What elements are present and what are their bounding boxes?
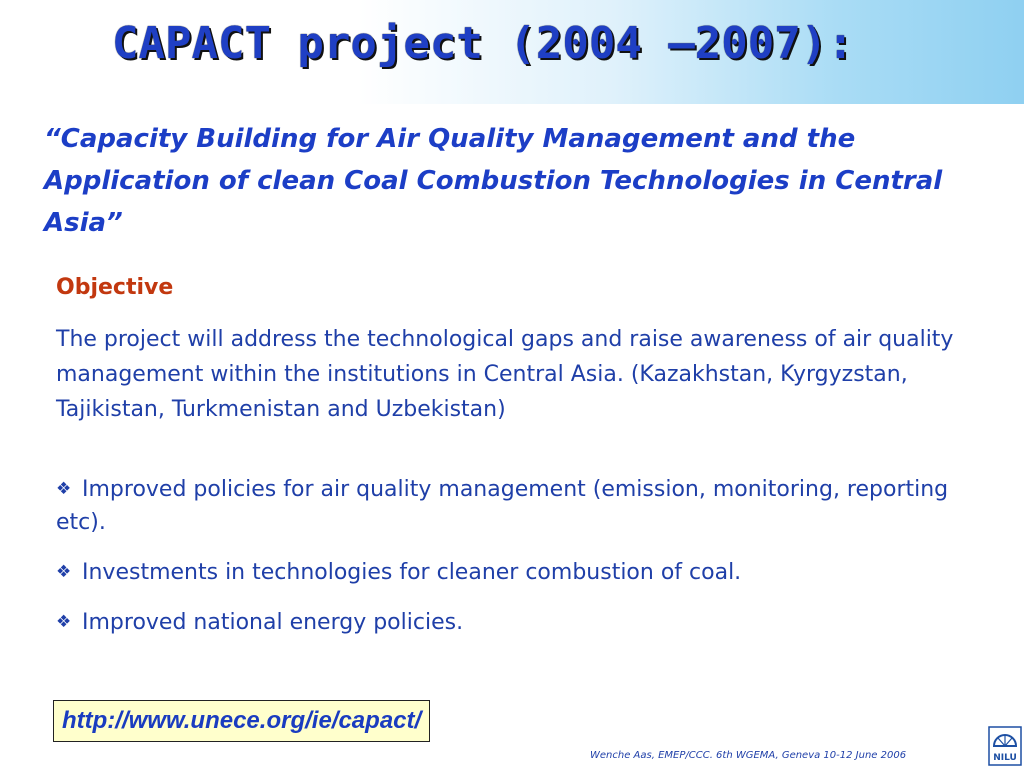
- outcome-bullet: [56, 556, 991, 589]
- outcome-bullet-text: Investments in technologies for cleaner combustion of coal.: [82, 560, 742, 585]
- outcome-bullet: [56, 473, 991, 539]
- diamond-bullet-icon: ❖: [56, 562, 72, 582]
- footer-credit: Wenche Aas, EMEP/CCC. 6th WGEMA, Geneva 10-12 June 2006: [590, 750, 907, 761]
- outcome-bullet-text: Improved national energy policies.: [82, 610, 464, 635]
- outcome-list: [56, 473, 991, 656]
- objective-text: The project will address the technological gaps and raise awareness of air quality management within the institutions in Central Asia. (Kazakhstan, Kyrgyzstan, Tajikistan, Turkmenistan and Uzbekistan): [56, 327, 954, 422]
- diamond-bullet-icon: ❖: [56, 612, 72, 632]
- nilu-logo: [986, 724, 1024, 768]
- objective-heading: Objective: [56, 275, 174, 300]
- outcome-bullet-text: Improved policies for air quality management (emission, monitoring, reporting etc).: [56, 477, 949, 535]
- outcome-bullet: [56, 606, 991, 639]
- diamond-bullet-icon: ❖: [56, 479, 72, 499]
- project-url-link[interactable]: http://www.unece.org/ie/capact/: [53, 700, 430, 742]
- project-full-name: “Capacity Building for Air Quality Management and the Application of clean Coal Combustion Technologies in Central Asia”: [44, 124, 943, 238]
- slide-title: CAPACT project (2004 –2007):: [112, 18, 854, 69]
- svg-text:NILU: NILU: [993, 753, 1017, 763]
- nilu-logo-graphic: [986, 724, 1024, 768]
